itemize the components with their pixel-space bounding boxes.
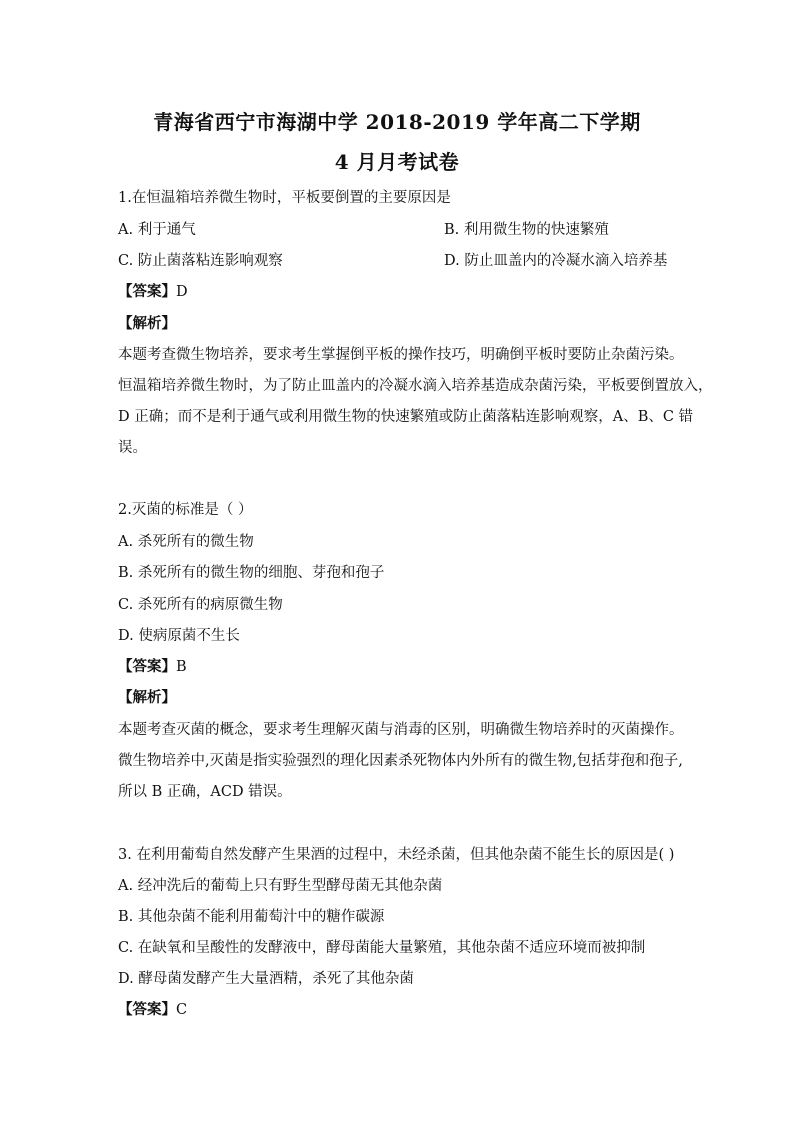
question-3-option-a: A. 经冲洗后的葡萄上只有野生型酵母菌无其他杂菌: [118, 878, 443, 894]
question-1-option-b: B. 利用微生物的快速繁殖: [444, 222, 609, 238]
question-1-stem: 1.在恒温箱培养微生物时，平板要倒置的主要原因是: [118, 190, 451, 206]
answer-value: D: [176, 284, 188, 300]
question-1-analysis-line: 恒温箱培养微生物时，为了防止皿盖内的冷凝水滴入培养基造成杂菌污染，平板要倒置放入，: [118, 378, 713, 394]
question-2-stem: 2.灭菌的标准是（ ）: [118, 502, 253, 518]
question-2-option-d: D. 使病原菌不生长: [118, 628, 240, 644]
question-3-stem: 3. 在利用葡萄自然发酵产生果酒的过程中，未经杀菌，但其他杂菌不能生长的原因是( ): [118, 847, 675, 863]
question-1-analysis-line: D 正确；而不是利于通气或利用微生物的快速繁殖或防止菌落粘连影响观察，A、B、C 错: [118, 409, 694, 425]
question-2-answer: [118, 655, 187, 676]
question-2-analysis-line: 微生物培养中,灭菌是指实验强烈的理化因素杀死物体内外所有的微生物,包括芽孢和孢子,: [118, 753, 683, 769]
question-3-option-c: C. 在缺氧和呈酸性的发酵液中，酵母菌能大量繁殖，其他杂菌不适应环境而被抑制: [118, 940, 646, 956]
question-3-option-b: B. 其他杂菌不能利用葡萄汁中的糖作碳源: [118, 909, 385, 925]
question-2-option-a: A. 杀死所有的微生物: [118, 534, 254, 550]
question-2-option-b: B. 杀死所有的微生物的细胞、芽孢和孢子: [118, 565, 385, 581]
question-1-option-c: C. 防止菌落粘连影响观察: [118, 253, 283, 269]
question-1-analysis-line: 误。: [118, 440, 147, 456]
question-1-analysis-label: 【解析】: [118, 315, 176, 332]
question-2-analysis-label: 【解析】: [118, 689, 176, 706]
answer-label: 【答案】: [118, 283, 176, 300]
question-2-analysis-line: 本题考查灭菌的概念，要求考生理解灭菌与消毒的区别，明确微生物培养时的灭菌操作。: [118, 722, 684, 738]
question-3-answer: [118, 998, 187, 1019]
answer-value: C: [176, 1002, 188, 1018]
question-2-option-c: C. 杀死所有的病原微生物: [118, 597, 283, 613]
answer-label: 【答案】: [118, 1001, 176, 1018]
question-2-analysis-line: 所以 B 正确，ACD 错误。: [118, 784, 292, 800]
answer-label: 【答案】: [118, 658, 176, 675]
question-1-answer: [118, 280, 188, 301]
question-1-analysis-line: 本题考查微生物培养，要求考生掌握倒平板的操作技巧，明确倒平板时要防止杂菌污染。: [118, 347, 684, 363]
question-3-option-d: D. 酵母菌发酵产生大量酒精，杀死了其他杂菌: [118, 971, 414, 987]
answer-value: B: [176, 659, 187, 675]
document-title-line-1: 青海省西宁市海湖中学 2018-2019 学年高二下学期: [153, 110, 641, 134]
question-1-option-d: D. 防止皿盖内的冷凝水滴入培养基: [444, 253, 668, 269]
document-title-line-2: 4 月月考试卷: [334, 150, 460, 174]
question-1-option-a: A. 利于通气: [118, 222, 196, 238]
